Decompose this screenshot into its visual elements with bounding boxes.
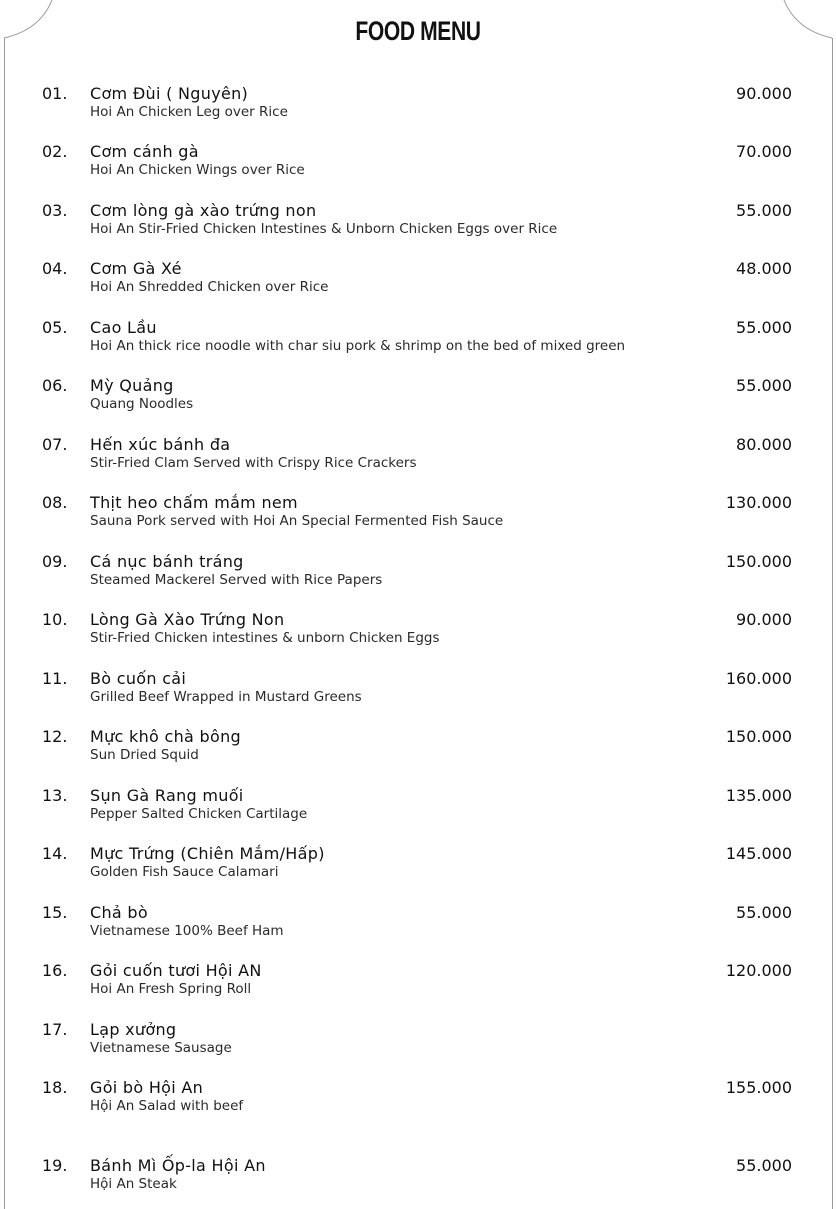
item-price: 55.000 — [736, 201, 792, 220]
item-name: Thịt heo chấm mắm nem — [90, 493, 298, 512]
item-price: 55.000 — [736, 903, 792, 922]
menu-item — [0, 782, 836, 834]
item-number: 12. — [42, 727, 68, 746]
menu-item — [0, 197, 836, 249]
item-number: 15. — [42, 903, 68, 922]
item-name: Sụn Gà Rang muối — [90, 786, 244, 805]
item-name: Lòng Gà Xào Trứng Non — [90, 610, 285, 629]
item-name: Gỏi bò Hội An — [90, 1078, 204, 1097]
item-number: 18. — [42, 1078, 68, 1097]
menu-item — [0, 255, 836, 307]
corner-ornament-left — [0, 0, 60, 40]
item-price: 145.000 — [725, 844, 792, 863]
item-number: 08. — [42, 493, 68, 512]
item-description: Sun Dried Squid — [90, 747, 199, 763]
menu-item — [0, 314, 836, 366]
item-price: 70.000 — [736, 142, 792, 161]
menu-item — [0, 957, 836, 1009]
item-number: 07. — [42, 435, 68, 454]
item-price: 80.000 — [736, 435, 792, 454]
item-number: 09. — [42, 552, 68, 571]
item-description: Vietnamese 100% Beef Ham — [90, 923, 284, 939]
item-description: Hội An Steak — [90, 1176, 177, 1192]
item-number: 19. — [42, 1156, 68, 1175]
item-price: 135.000 — [725, 786, 792, 805]
menu-item — [0, 840, 836, 892]
menu-item — [0, 431, 836, 483]
corner-ornament-right — [776, 0, 836, 40]
item-description: Hoi An Chicken Wings over Rice — [90, 162, 305, 178]
item-number: 01. — [42, 84, 68, 103]
item-price: 48.000 — [736, 259, 792, 278]
item-description: Stir-Fried Clam Served with Crispy Rice Crackers — [90, 455, 417, 471]
menu-item — [0, 548, 836, 600]
item-description: Hoi An thick rice noodle with char siu pork & shrimp on the bed of mixed green — [90, 338, 626, 354]
menu-item — [0, 80, 836, 132]
item-name: Mực khô chà bông — [90, 727, 241, 746]
item-name: Bánh Mì Ốp-la Hội An — [90, 1156, 266, 1175]
item-description: Hoi An Fresh Spring Roll — [90, 981, 252, 997]
menu-item — [0, 372, 836, 424]
item-description: Pepper Salted Chicken Cartilage — [90, 806, 308, 822]
item-description: Quang Noodles — [90, 396, 194, 412]
menu-item — [0, 1074, 836, 1126]
item-description: Hội An Salad with beef — [90, 1098, 244, 1114]
item-number: 03. — [42, 201, 68, 220]
item-price: 150.000 — [725, 727, 792, 746]
item-price: 160.000 — [725, 669, 792, 688]
menu-item — [0, 1152, 836, 1204]
page-title: FOOD MENU — [355, 16, 481, 46]
item-name: Cơm cánh gà — [90, 142, 199, 161]
item-price: 90.000 — [736, 610, 792, 629]
item-name: Mực Trứng (Chiên Mắm/Hấp) — [90, 844, 325, 863]
item-name: Cao Lầu — [90, 318, 157, 337]
item-price: 90.000 — [736, 84, 792, 103]
item-number: 10. — [42, 610, 68, 629]
item-description: Stir-Fried Chicken intestines & unborn Chicken Eggs — [90, 630, 440, 646]
menu-item — [0, 606, 836, 658]
menu-item — [0, 138, 836, 190]
item-price: 155.000 — [725, 1078, 792, 1097]
item-name: Mỳ Quảng — [90, 376, 174, 395]
item-name: Lạp xưởng — [90, 1020, 177, 1039]
item-name: Cá nục bánh tráng — [90, 552, 244, 571]
item-description: Steamed Mackerel Served with Rice Papers — [90, 572, 383, 588]
item-number: 04. — [42, 259, 68, 278]
item-description: Hoi An Shredded Chicken over Rice — [90, 279, 329, 295]
item-description: Hoi An Stir-Fried Chicken Intestines & Unborn Chicken Eggs over Rice — [90, 221, 558, 237]
item-name: Cơm Gà Xé — [90, 259, 182, 278]
item-description: Vietnamese Sausage — [90, 1040, 232, 1056]
item-description: Golden Fish Sauce Calamari — [90, 864, 279, 880]
menu-item — [0, 489, 836, 541]
item-price: 130.000 — [725, 493, 792, 512]
item-price: 55.000 — [736, 1156, 792, 1175]
item-name: Gỏi cuốn tươi Hội AN — [90, 961, 262, 980]
item-price: 55.000 — [736, 318, 792, 337]
item-name: Bò cuốn cải — [90, 669, 187, 688]
item-number: 16. — [42, 961, 68, 980]
item-description: Sauna Pork served with Hoi An Special Fermented Fish Sauce — [90, 513, 504, 529]
item-name: Cơm Đùi ( Nguyên) — [90, 84, 249, 103]
item-price: 120.000 — [725, 961, 792, 980]
item-description: Hoi An Chicken Leg over Rice — [90, 104, 288, 120]
item-number: 13. — [42, 786, 68, 805]
item-number: 17. — [42, 1020, 68, 1039]
menu-item — [0, 665, 836, 717]
item-price: 150.000 — [725, 552, 792, 571]
item-name: Cơm lòng gà xào trứng non — [90, 201, 317, 220]
menu-item — [0, 1016, 836, 1068]
item-number: 05. — [42, 318, 68, 337]
item-name: Hến xúc bánh đa — [90, 435, 231, 454]
menu-item — [0, 723, 836, 775]
item-number: 02. — [42, 142, 68, 161]
menu-item — [0, 899, 836, 951]
item-price: 55.000 — [736, 376, 792, 395]
item-description: Grilled Beef Wrapped in Mustard Greens — [90, 689, 362, 705]
item-number: 14. — [42, 844, 68, 863]
item-number: 11. — [42, 669, 68, 688]
item-number: 06. — [42, 376, 68, 395]
item-name: Chả bò — [90, 903, 148, 922]
